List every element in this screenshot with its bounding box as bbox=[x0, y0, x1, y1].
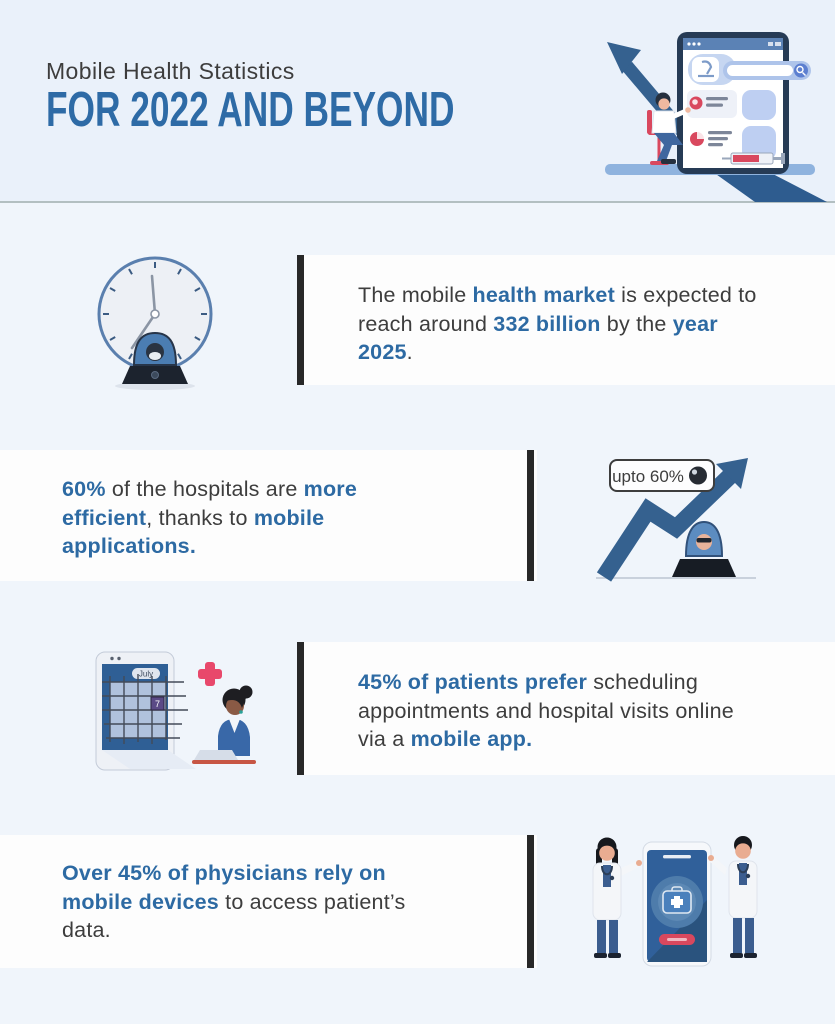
text-segment: 332 billion bbox=[493, 311, 601, 336]
text-segment: 60% bbox=[62, 477, 106, 501]
clock-dot-icon bbox=[689, 467, 707, 485]
accent-bar bbox=[297, 642, 304, 775]
accent-bar bbox=[297, 255, 304, 385]
text-segment: . bbox=[406, 340, 413, 364]
text-segment: Over 45% of physicians rely on mobile devices bbox=[62, 861, 386, 914]
stat-text bbox=[62, 475, 392, 561]
accent-bar bbox=[527, 835, 534, 968]
calendar-month-label: July bbox=[138, 669, 154, 679]
text-segment: The mobile bbox=[358, 283, 473, 307]
stat-card-mobile-health-market bbox=[297, 255, 835, 385]
stat-text bbox=[62, 859, 447, 945]
text-segment: by the bbox=[600, 311, 673, 336]
badge-label: upto 60% bbox=[612, 467, 684, 486]
medical-app-phone-icon bbox=[643, 842, 711, 966]
upto-60-badge bbox=[610, 460, 714, 491]
calendar-phone-illustration bbox=[82, 642, 257, 780]
calendar-day-label: 7 bbox=[154, 699, 161, 709]
accent-bar bbox=[527, 450, 534, 581]
text-segment: is expected to reach around bbox=[358, 283, 757, 336]
stat-text bbox=[358, 668, 738, 754]
stat-card-physician-devices bbox=[0, 835, 537, 968]
stat-text bbox=[358, 281, 758, 367]
text-segment: mobile applications. bbox=[62, 505, 325, 558]
page-title: Mobile Health Statistics bbox=[46, 58, 295, 84]
search-bar-icon bbox=[723, 61, 811, 80]
text-segment: of the hospitals are bbox=[105, 477, 304, 501]
receptionist-icon bbox=[192, 686, 256, 765]
text-segment: mobile app. bbox=[410, 727, 533, 751]
doctors-phone-illustration bbox=[575, 828, 775, 976]
text-segment: 45% of patients prefer bbox=[358, 670, 588, 694]
text-segment: , thanks to bbox=[146, 505, 254, 530]
ribbon-shape bbox=[713, 172, 827, 202]
growth-arrow-illustration bbox=[588, 446, 763, 588]
medical-cross-icon bbox=[198, 662, 222, 686]
male-doctor-icon bbox=[708, 836, 757, 958]
phone-calendar-icon bbox=[96, 652, 196, 770]
stat-card-patient-scheduling bbox=[297, 642, 835, 775]
female-doctor-icon bbox=[593, 838, 642, 959]
text-segment: scheduling appointments and hospital visits online via a bbox=[358, 670, 734, 751]
page-subtitle: FOR 2022 AND BEYOND bbox=[46, 83, 455, 137]
clock-illustration bbox=[90, 250, 220, 392]
text-segment: more efficient bbox=[62, 477, 358, 530]
text-segment: health market bbox=[472, 283, 615, 307]
stat-card-hospital-efficiency bbox=[0, 450, 537, 581]
text-segment: year 2025 bbox=[358, 311, 718, 364]
lab-result-card-icon bbox=[687, 90, 737, 118]
text-segment: to access patient’s data. bbox=[62, 889, 406, 942]
tile-icon bbox=[742, 90, 776, 120]
header-illustration bbox=[585, 6, 835, 202]
